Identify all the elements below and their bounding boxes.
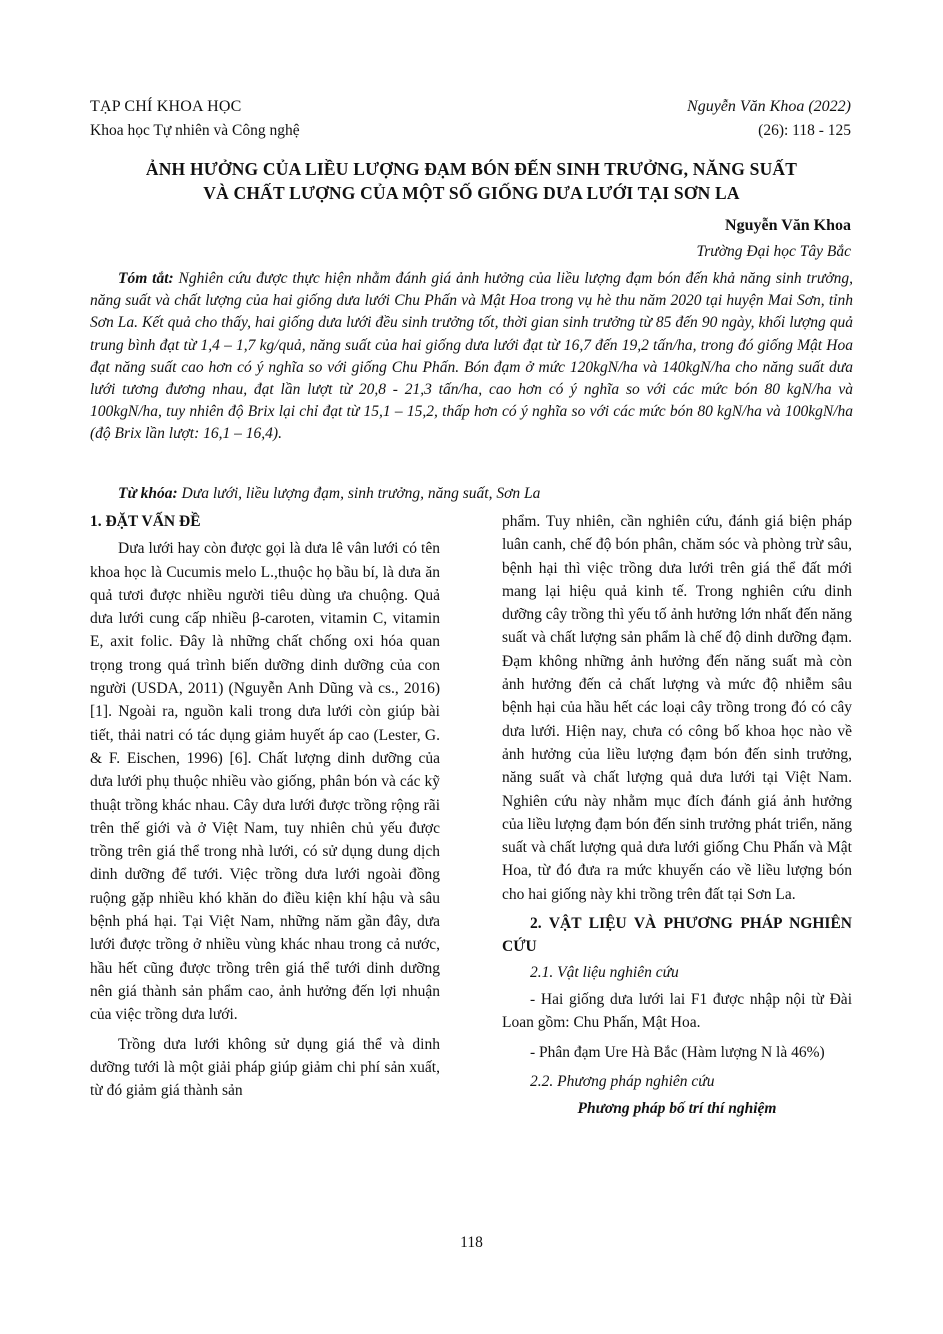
subsection-methods: 2.2. Phương pháp nghiên cứu: [530, 1072, 715, 1090]
keywords-label: Từ khóa:: [118, 485, 178, 502]
left-column: [90, 510, 440, 1108]
keywords-text: Dưa lưới, liều lượng đạm, sinh trưởng, năng suất, Sơn La: [181, 485, 541, 502]
abstract-text: Nghiên cứu được thực hiện nhằm đánh giá ảnh hưởng của liều lượng đạm bón đến khả năng sinh trưởng, năng suất và chất lượng của hai giống dưa lưới Chu Phấn và Mật Hoa trong vụ hè thu năm 2020 tại huyện Mai Sơn, tỉnh Sơn La. Kết quả cho thấy, hai giống dưa lưới đều sinh trưởng tốt, thời gian sinh trưởng từ 85 đến 90 ngày, khối lượng quả trung bình đạt từ 1,4 – 1,7 kg/quả, năng suất của hai giống dưa lưới đạt từ 16,7 đến 19,2 tấn/ha, trong đó giống Mật Hoa đạt năng suất cao hơn có ý nghĩa so với giống Chu Phấn. Bón đạm ở mức 120kgN/ha và 140kgN/ha cho năng suất dưa lưới tương đương nhau, đạt lần lượt từ 20,8 - 21,3 tấn/ha, cao hơn có ý nghĩa so với các mức bón 80 kgN/ha và 100kgN/ha, tuy nhiên độ Brix lại chỉ đạt từ 15,1 – 15,2, thấp hơn có ý nghĩa so với các mức bón 80 kgN/ha và 100kgN/ha (độ Brix lần lượt: 16,1 – 16,4).: [90, 270, 853, 443]
subsection-experiment-layout: Phương pháp bố trí thí nghiệm: [577, 1100, 777, 1118]
author-name: Nguyễn Văn Khoa: [725, 217, 851, 234]
materials-item-2: - Phân đạm Ure Hà Bắc (Hàm lượng N là 46%): [530, 1043, 825, 1061]
intro-paragraph-2: Trồng dưa lưới không sử dụng giá thể và dinh dưỡng tưới là một giải pháp giúp giảm chi phí sản xuất, từ đó giảm giá thành sản: [90, 1035, 440, 1100]
section-heading-methods: 2. VẬT LIỆU VÀ PHƯƠNG PHÁP NGHIÊN CỨU: [502, 915, 852, 956]
article-title: [90, 157, 853, 205]
section-heading-introduction: 1. ĐẶT VẤN ĐỀ: [90, 513, 201, 530]
title-line-1: ẢNH HƯỞNG CỦA LIỀU LƯỢNG ĐẠM BÓN ĐẾN SINH TRƯỞNG, NĂNG SUẤT: [145, 159, 798, 179]
right-column: [502, 510, 852, 1120]
citation-header: [687, 95, 851, 143]
citation-author-year: Nguyễn Văn Khoa (2022): [687, 98, 851, 115]
keywords: [90, 483, 853, 505]
subsection-materials: 2.1. Vật liệu nghiên cứu: [530, 963, 679, 981]
author-affiliation: Trường Đại học Tây Bắc: [696, 243, 851, 260]
journal-section: Khoa học Tự nhiên và Công nghệ: [90, 122, 300, 139]
abstract: [90, 268, 853, 446]
title-line-2: VÀ CHẤT LƯỢNG CỦA MỘT SỐ GIỐNG DƯA LƯỚI TẠI SƠN LA: [203, 183, 740, 203]
materials-item-1: - Hai giống dưa lưới lai F1 được nhập nội từ Đài Loan gồm: Chu Phấn, Mật Hoa.: [502, 990, 852, 1032]
intro-paragraph-1: Dưa lưới hay còn được gọi là dưa lê vân lưới có tên khoa học là Cucumis melo L.,thuộc họ bầu bí, là dưa ăn quả tươi được nhiều người tiêu dùng ưa chuộng. Quả dưa lưới cung cấp nhiều β-caroten, vitamin C, vitamin E, axit folic. Đây là những chất chống oxi hóa quan trọng trong quá trình biến dưỡng dinh dưỡng của con người (USDA, 2011) (Nguyễn Anh Dũng và cs., 2016) [1]. Ngoài ra, nguồn kali trong dưa lưới còn giúp bài tiết, thải natri có tác dụng giảm huyết áp cao (Lester, G. & F. Eischen, 1996) [6]. Chất lượng dinh dưỡng của dưa lưới phụ thuộc nhiều vào giống, phân bón và các kỹ thuật trồng khác nhau. Cây dưa lưới được trồng rộng rãi trên thế giới và ở Việt Nam, tuy nhiên chủ yếu được trồng trên giá thể trong nhà lưới, có sử dụng dung dịch dinh dưỡng để tưới. Việc trồng dưa lưới ngoài đồng ruộng gặp nhiều khó khăn do điều kiện khí hậu và sâu bệnh phá hại. Tại Việt Nam, những năm gần đây, dưa lưới được trồng ở nhiều vùng khác nhau trong cả nước, hầu hết cũng được trồng trên giá thể tưới dinh dưỡng nên giá thành sản phẩm cao, ảnh hưởng đến lợi nhuận của việc trồng dưa lưới.: [90, 540, 440, 1024]
intro-paragraph-continued: phẩm. Tuy nhiên, cần nghiên cứu, đánh giá biện pháp luân canh, chế độ bón phân, chăm sóc và phòng trừ sâu, bệnh hại thì việc trồng dưa lưới trên giá thể đất mới mang lại hiệu quả kinh tế. Trong nghiên cứu dinh dưỡng cây trồng thì yếu tố ảnh hưởng lớn nhất đến năng suất và chất lượng sản phẩm là chế độ dinh dưỡng đạm. Đạm không những ảnh hưởng đến năng suất mà còn ảnh hưởng đến cả chất lượng và mức độ nhiễm sâu bệnh hại của hầu hết các loại cây trồng trong đó có cây dưa lưới. Hiện nay, chưa có công bố khoa học nào về ảnh hưởng của liều lượng đạm bón đến sinh trưởng, năng suất và chất lượng quả dưa lưới tại Việt Nam. Nghiên cứu này nhằm mục đích đánh giá ảnh hưởng của liều lượng đạm bón đến sinh trưởng phát triển, năng suất và chất lượng quả dưa lưới giống Chu Phấn và Mật Hoa, từ đó đưa ra mức khuyến cáo về liều lượng bón cho hai giống này khi trồng trên đất tại Sơn La.: [502, 513, 852, 903]
citation-issue-pages: (26): 118 - 125: [758, 122, 851, 139]
page-number: 118: [460, 1234, 483, 1251]
journal-header: [90, 95, 300, 143]
journal-name: TẠP CHÍ KHOA HỌC: [90, 98, 242, 115]
abstract-label: Tóm tắt:: [118, 270, 174, 287]
